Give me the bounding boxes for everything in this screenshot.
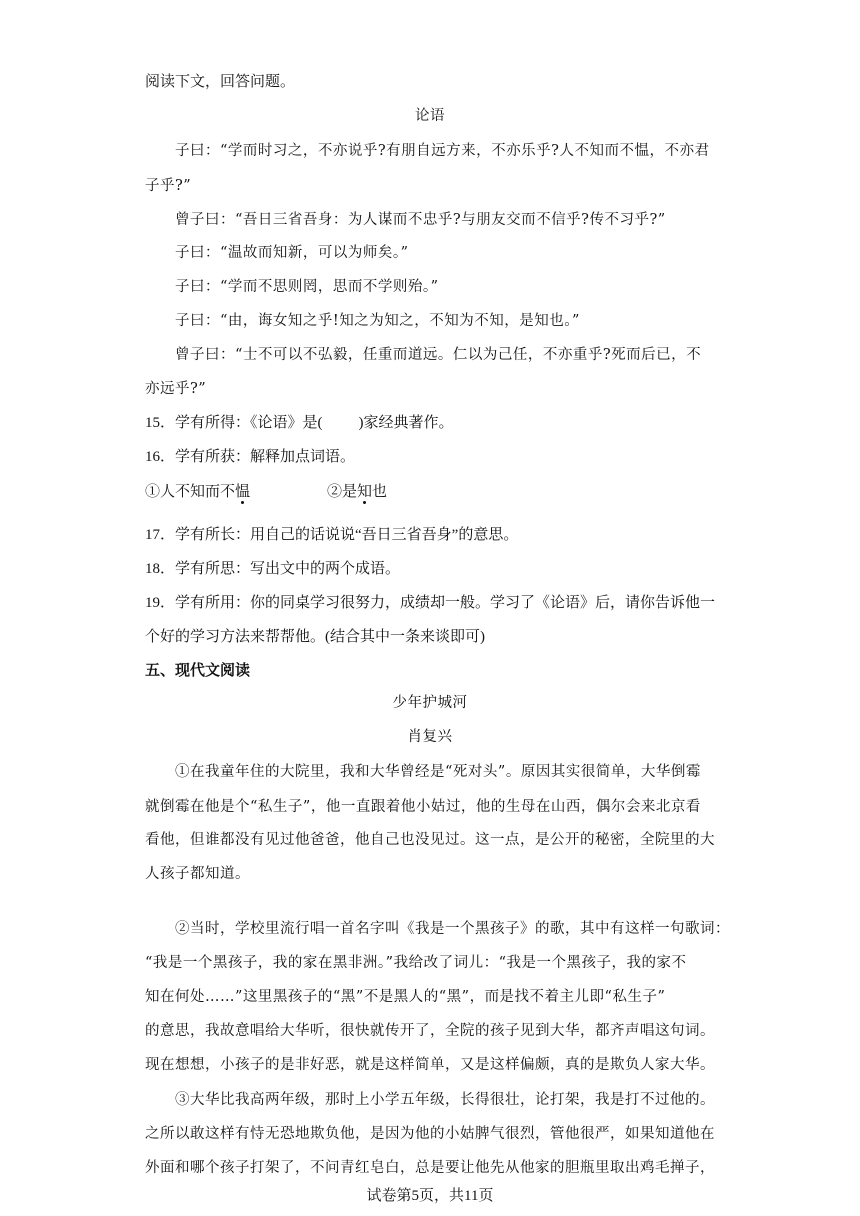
- classic-line: 子曰：“学而不思则罔，思而不学则殆。”: [175, 279, 439, 295]
- dotted-word: 愠: [235, 484, 251, 500]
- classic-line: 子曰：“由，诲女知之乎!知之为知之，不知为不知，是知也。”: [175, 313, 580, 329]
- question-16: 16．学有所获：解释加点词语。: [145, 449, 356, 465]
- item-text: ①人不知而不: [145, 484, 236, 500]
- classic-line: 子曰：“温故而知新，可以为师矣。”: [175, 245, 409, 261]
- question-15: [145, 413, 454, 433]
- article-line: ③大华比我高两年级，那时上小学五年级，长得很壮，论打架，我是打不过他的。: [175, 1092, 715, 1108]
- page-footer: 试卷第5页，共11页: [366, 1188, 494, 1204]
- article-line: 就倒霉在他是个“私生子”，他一直跟着他小姑过，他的生母在山西，偶尔会来北京看: [145, 799, 701, 815]
- classic-line: 曾子曰：“吾日三省吾身：为人谋而不忠乎?与朋友交而不信乎?传不习乎?”: [175, 212, 666, 228]
- item-text: 也: [372, 484, 388, 500]
- classic-line: 亦远乎?”: [145, 381, 207, 397]
- classic-title: 论语: [415, 108, 445, 124]
- question-17: 17．学有所长：用自己的话说说“吾日三省吾身”的意思。: [145, 527, 519, 543]
- question-text: )家经典著作。: [358, 415, 454, 431]
- article-line: 外面和哪个孩子打架了，不问青红皂白，总是要让他先从他家的胆瓶里取出鸡毛掸子，: [145, 1160, 715, 1176]
- article-author: 肖复兴: [407, 729, 453, 745]
- article-line: 现在想想，小孩子的是非好恶，就是这样简单，又是这样偏颇，真的是欺负人家大华。: [145, 1057, 715, 1073]
- question-19-line-1: 19．学有所用：你的同桌学习很努力，成绩却一般。学习了《论语》后，请你告诉他一: [145, 595, 716, 611]
- question-18: 18．学有所思：写出文中的两个成语。: [145, 561, 401, 577]
- classic-line: 子乎?”: [145, 178, 192, 194]
- question-text: 15．学有所得：《论语》是(: [145, 415, 323, 431]
- dotted-word: 知: [357, 484, 373, 500]
- section-heading: 五、现代文阅读: [145, 662, 251, 679]
- article-line: “我是一个黑孩子，我的家在黑非洲。”我给改了词儿：“我是一个黑孩子，我的家不: [145, 955, 687, 971]
- article-line: ①在我童年住的大院里，我和大华曾经是“死对头”。原因其实很简单，大华倒霉: [175, 764, 701, 780]
- article-title: 少年护城河: [392, 695, 468, 711]
- item-text: ②是: [327, 484, 358, 500]
- article-line: 知在何处……”这里黑孩子的“黑”不是黑人的“黑”，而是找不着主儿即“私生子”: [145, 989, 666, 1005]
- classic-line: 子曰：“学而时习之，不亦说乎?有朋自远方来，不亦乐乎?人不知而不愠，不亦君: [175, 143, 710, 159]
- article-line: 看他，但谁都没有见过他爸爸，他自己也没见过。这一点，是公开的秘密，全院里的大: [145, 832, 715, 848]
- article-line: 之所以敢这样有恃无恐地欺负他，是因为他的小姑脾气很烈，管他很严，如果知道他在: [145, 1126, 715, 1142]
- reading-instruction: 阅读下文，回答问题。: [145, 74, 296, 90]
- question-16-item-b: [327, 482, 387, 502]
- article-line: ②当时，学校里流行唱一首名字叫《我是一个黑孩子》的歌，其中有这样一句歌词：: [175, 921, 730, 937]
- question-16-item-a: [145, 482, 250, 502]
- question-19-line-2: 个好的学习方法来帮帮他。(结合其中一条来谈即可): [145, 629, 485, 645]
- article-line: 的意思，我故意唱给大华听，很快就传开了，全院的孩子见到大华，都齐声唱这句词。: [145, 1023, 715, 1039]
- classic-line: 曾子曰：“士不可以不弘毅，任重而道远。仁以为己任，不亦重乎?死而后已，不: [175, 347, 702, 363]
- article-line: 人孩子都知道。: [145, 866, 250, 882]
